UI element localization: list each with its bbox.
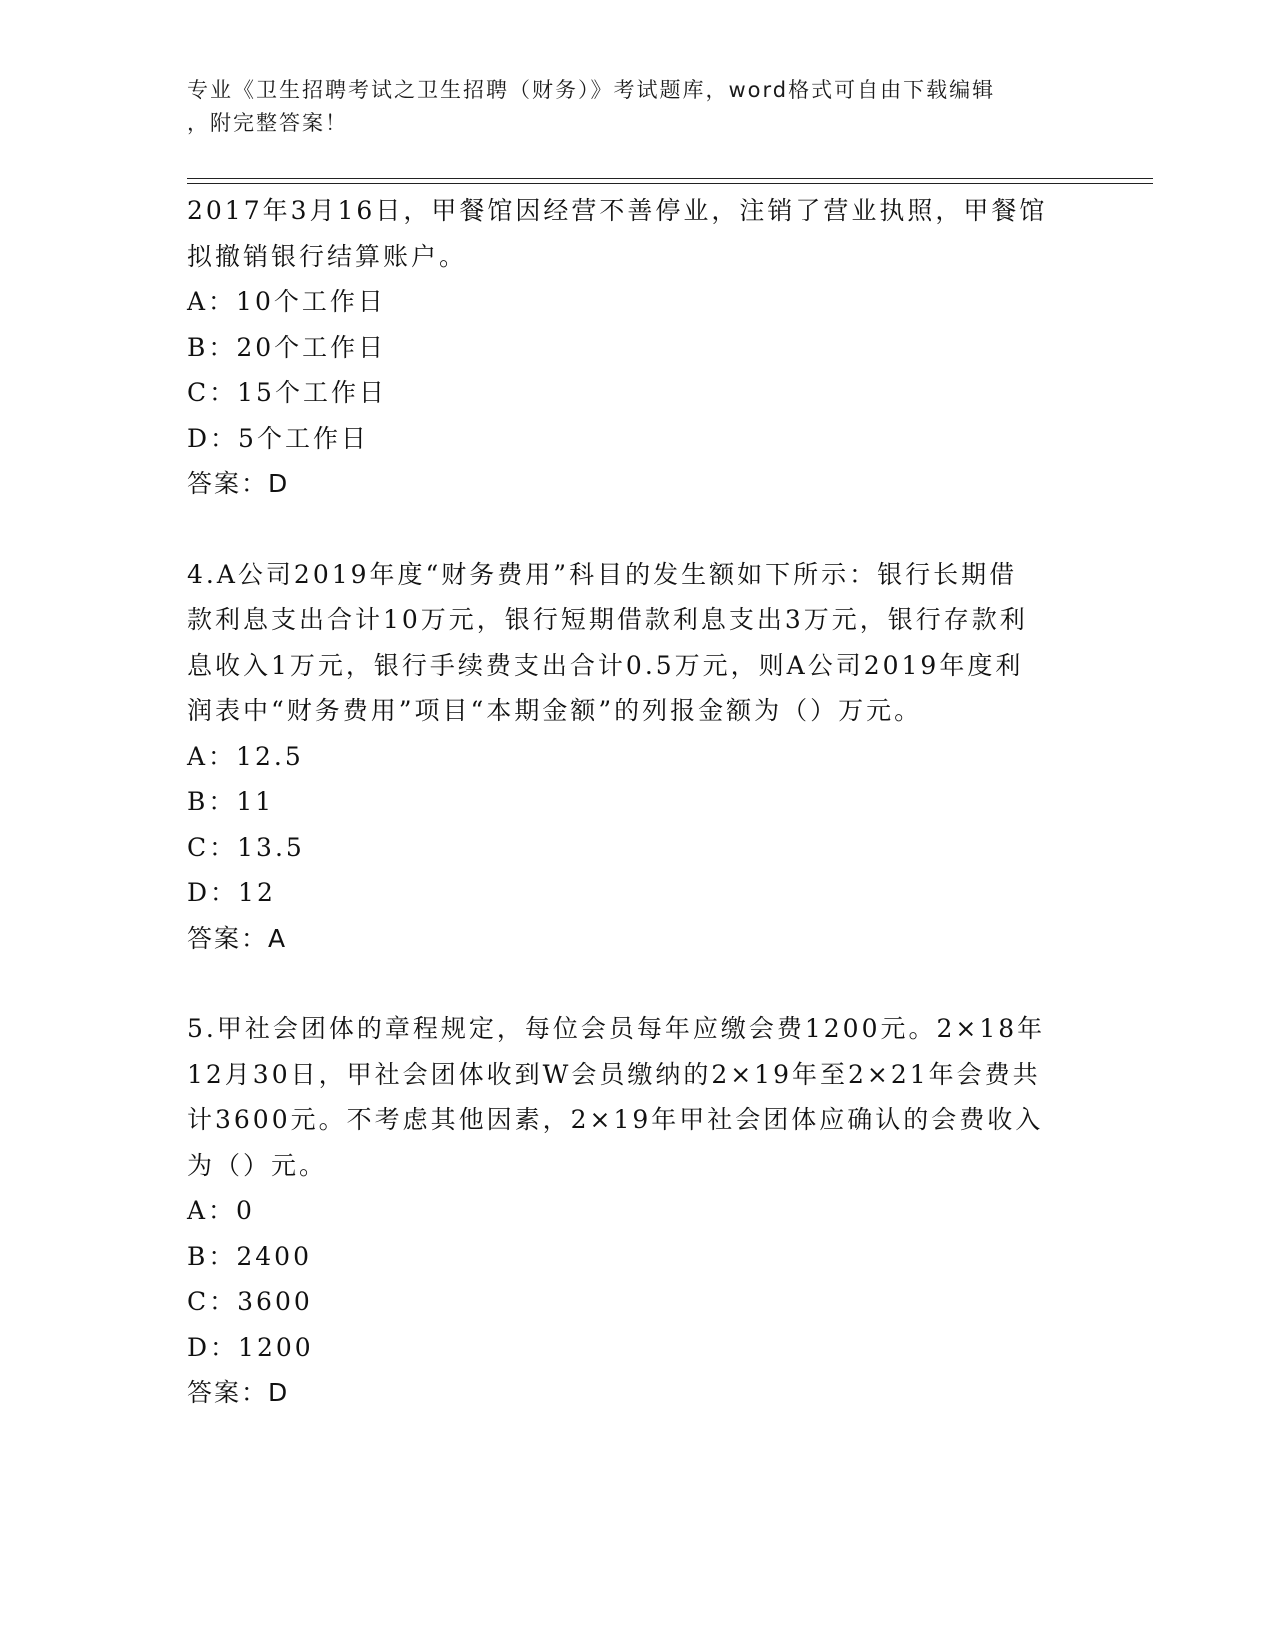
option-d: D：12 [187,878,276,907]
spacer [187,507,1087,552]
answer-line: 答案：D [187,1378,290,1407]
question-stem-line: 2017年3月16日，甲餐馆因经营不善停业，注销了营业执照，甲餐馆 [187,196,1048,225]
header-title-line1: 专业《卫生招聘考试之卫生招聘（财务）》考试题库，word格式可自由下载编辑 [187,78,996,102]
option-c: C：15个工作日 [187,378,387,407]
option-b: B：20个工作日 [187,332,387,362]
question-3 [187,188,1087,507]
document-body [187,188,1087,1416]
question-4 [187,552,1087,962]
question-stem-line: 为（）元。 [187,1150,328,1180]
header-divider-top [187,178,1153,179]
header-divider-bottom [187,183,1153,184]
answer-line: 答案：A [187,923,288,953]
option-d: D：1200 [187,1332,314,1362]
option-b: B：2400 [187,1241,312,1271]
question-stem-line: 拟撤销银行结算账户。 [187,241,468,271]
question-5 [187,1006,1087,1416]
option-c: C：3600 [187,1287,313,1316]
question-stem-line: 计3600元。不考虑其他因素，2×19年甲社会团体应确认的会费收入 [187,1105,1044,1134]
option-a: A：12.5 [187,741,304,771]
option-b: B：11 [187,787,275,816]
question-stem-line: 12月30日，甲社会团体收到W会员缴纳的2×19年至2×21年会费共 [187,1059,1041,1089]
question-stem-line: 息收入1万元，银行手续费支出合计0.5万元，则A公司2019年度利 [187,650,1024,680]
question-stem-line: 4.A公司2019年度“财务费用”科目的发生额如下所示：银行长期借 [187,559,1018,589]
question-stem-line: 款利息支出合计10万元，银行短期借款利息支出3万元，银行存款利 [187,605,1028,634]
question-stem-line: 5.甲社会团体的章程规定，每位会员每年应缴会费1200元。2×18年 [187,1014,1046,1043]
question-stem-line: 润表中“财务费用”项目“本期金额”的列报金额为（）万元。 [187,696,923,725]
option-a: A：0 [187,1196,255,1225]
option-c: C：13.5 [187,832,305,862]
document-header [187,74,1067,140]
spacer [187,961,1087,1006]
header-title-line2: ，附完整答案！ [187,111,348,135]
option-d: D：5个工作日 [187,423,369,453]
answer-line: 答案：D [187,469,290,498]
option-a: A：10个工作日 [187,287,386,316]
